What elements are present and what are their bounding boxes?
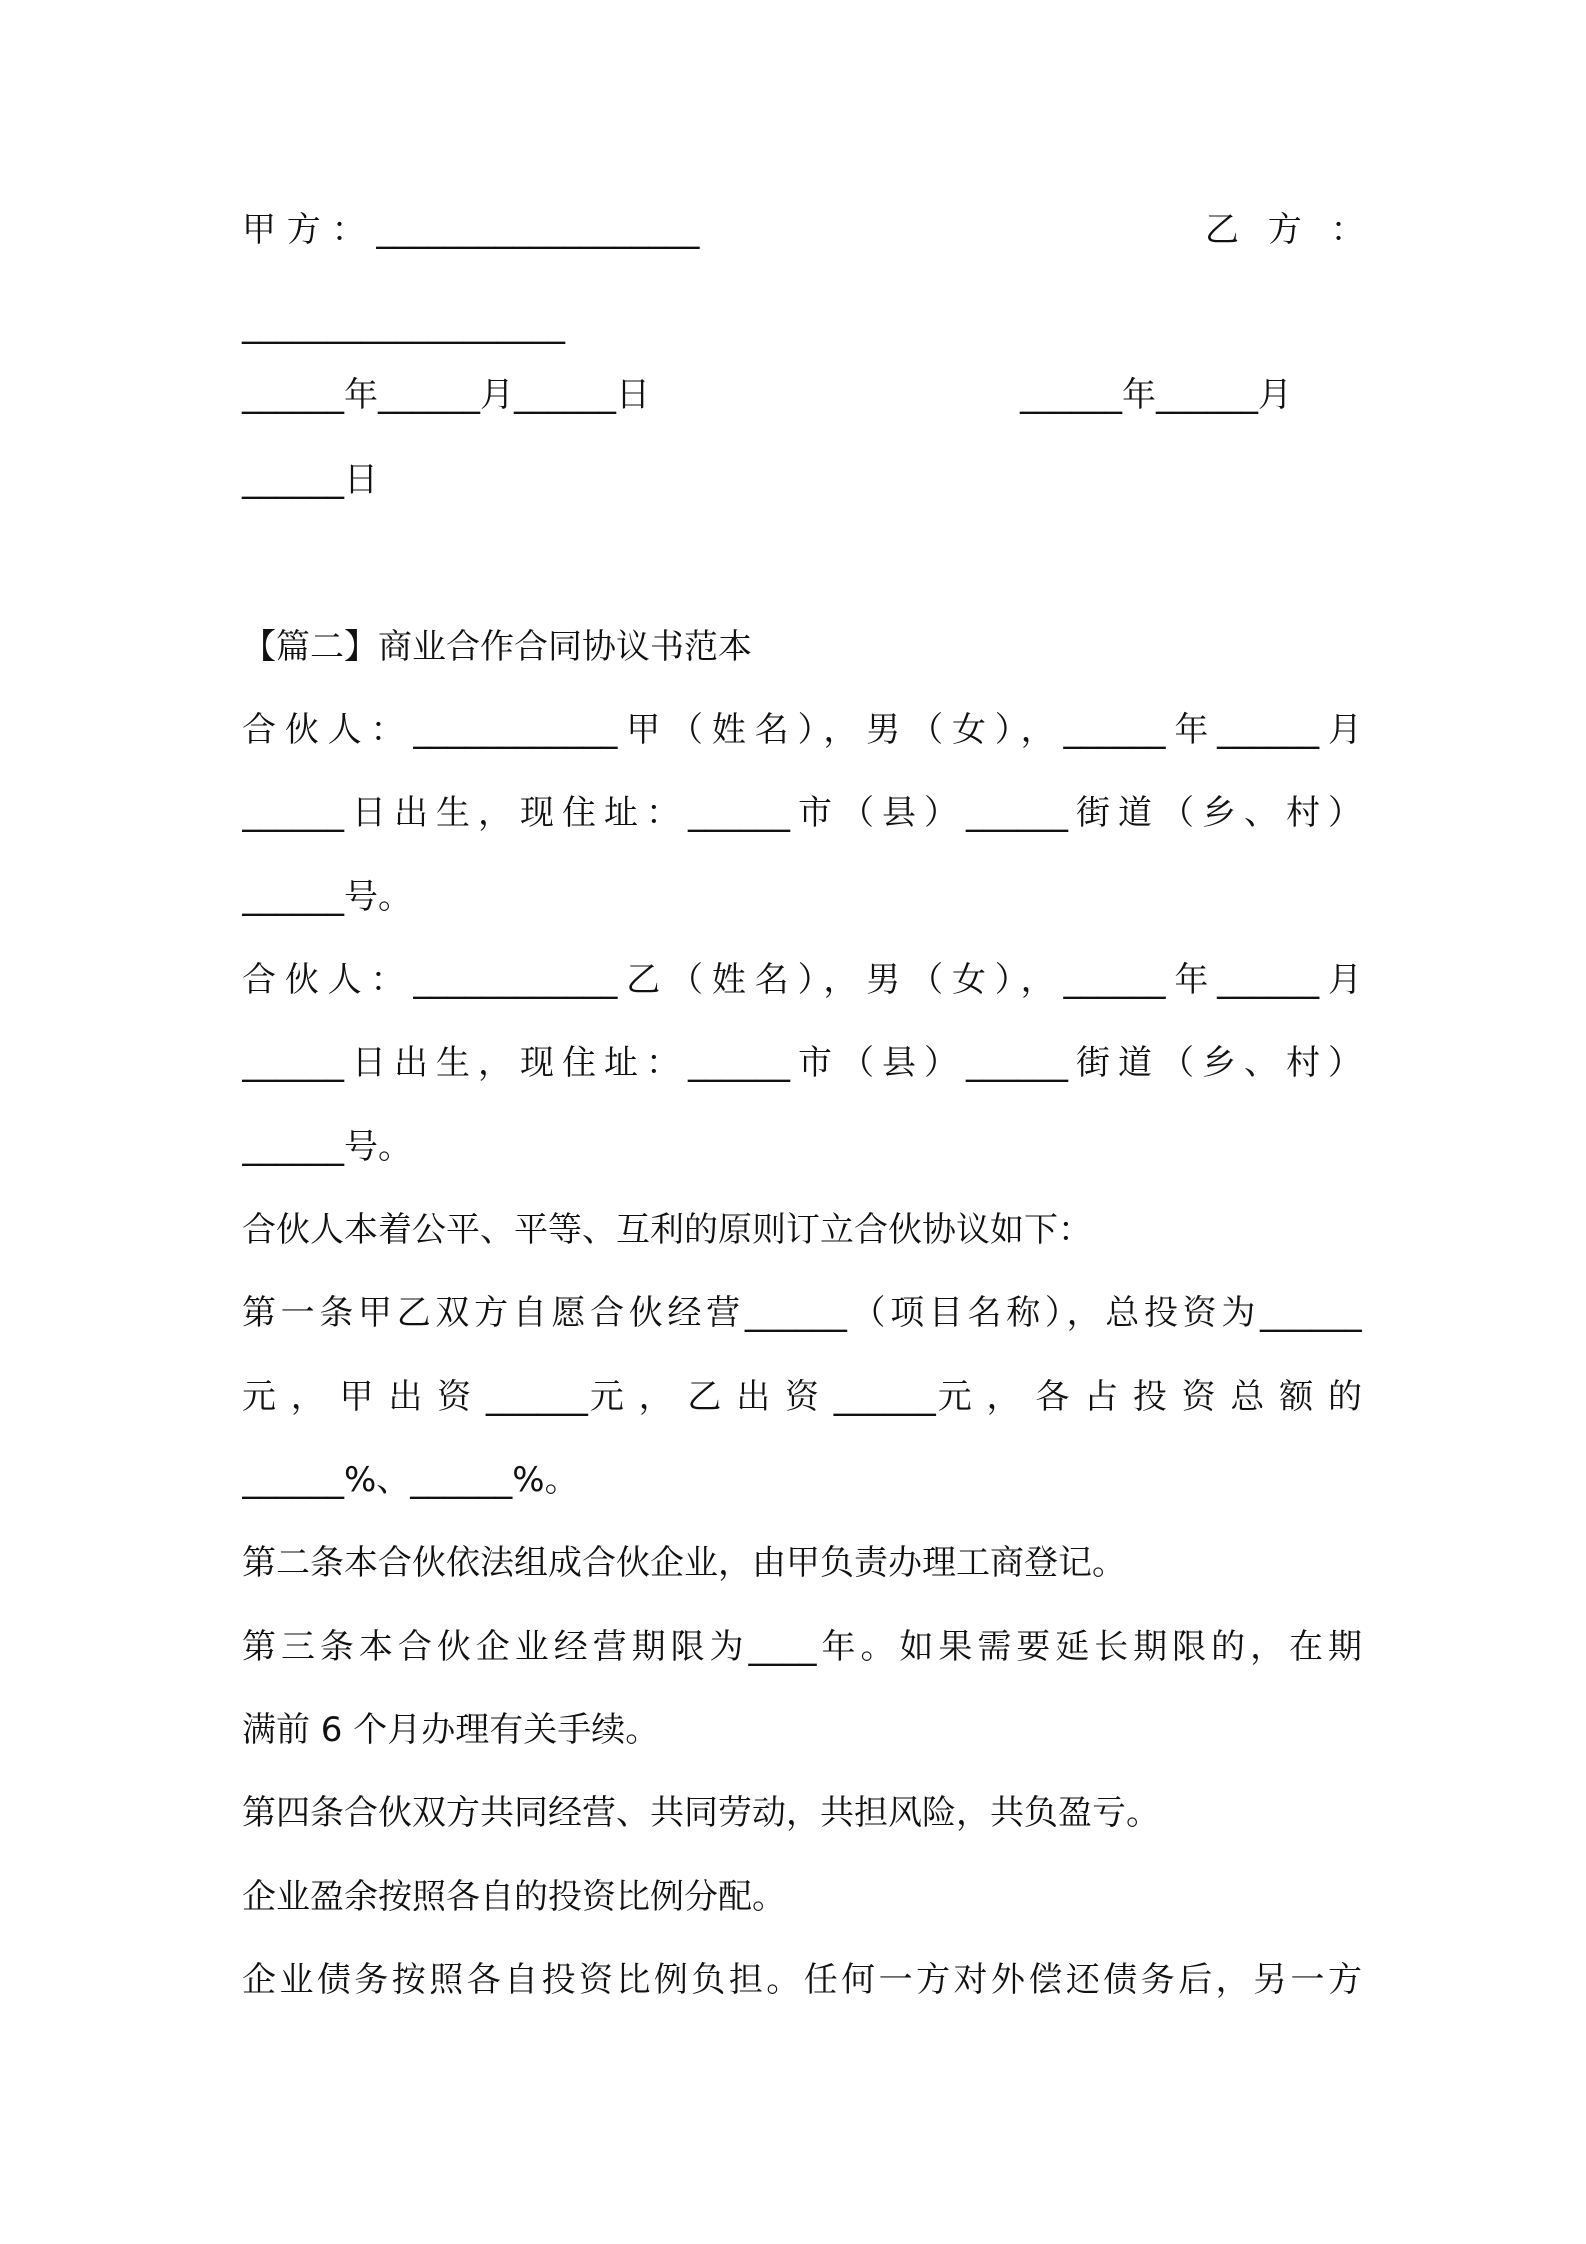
article-4: 第四条合伙双方共同经营、共同劳动，共担风险，共负盈亏。 — [242, 1793, 1160, 1833]
partner-b-line-2: ______日出生，现住址：______市（县）______街道（乡、村） — [242, 1043, 1362, 1083]
partner-b-line-3: ______号。 — [242, 1127, 412, 1167]
partner-a-line-3: ______号。 — [242, 877, 412, 917]
party-b-signature-line: ___________________ — [242, 305, 565, 345]
article-4-profit: 企业盈余按照各自的投资比例分配。 — [242, 1877, 786, 1917]
party-b-date: ______年______月 — [1020, 375, 1292, 415]
article-1-line-3: ______%、______%。 — [242, 1460, 579, 1500]
partner-a-line-2: ______日出生，现住址：______市（县）______街道（乡、村） — [242, 793, 1362, 833]
agreement-intro: 合伙人本着公平、平等、互利的原则订立合伙协议如下： — [242, 1210, 1092, 1250]
article-1-line-1: 第一条甲乙双方自愿合伙经营______（项目名称），总投资为______ — [242, 1293, 1362, 1333]
article-4-debt: 企业债务按照各自投资比例负担。任何一方对外偿还债务后，另一方 — [242, 1960, 1362, 2000]
article-3-line-2: 满前 6 个月办理有关手续。 — [242, 1710, 660, 1750]
partner-a-line-1: 合伙人：____________甲（姓名），男（女），______年______月 — [242, 710, 1362, 750]
party-b-label: 乙 方 ： — [1205, 210, 1374, 250]
section-heading: 【篇二】商业合作合同协议书范本 — [242, 627, 752, 667]
party-b-date-day: ______日 — [242, 460, 378, 500]
party-a-date: ______年______月______日 — [242, 375, 650, 415]
article-3-line-1: 第三条本合伙企业经营期限为____年。如果需要延长期限的，在期 — [242, 1627, 1362, 1667]
partner-b-line-1: 合伙人：____________乙（姓名），男（女），______年______月 — [242, 960, 1362, 1000]
article-1-line-2: 元 ， 甲 出 资 ______元 ， 乙 出 资 ______元 ， 各 占 投 资 总 额 的 — [242, 1377, 1362, 1417]
article-2: 第二条本合伙依法组成合伙企业，由甲负责办理工商登记。 — [242, 1543, 1126, 1583]
party-a-signature-line: 甲 方 ： ___________________ — [242, 210, 700, 250]
